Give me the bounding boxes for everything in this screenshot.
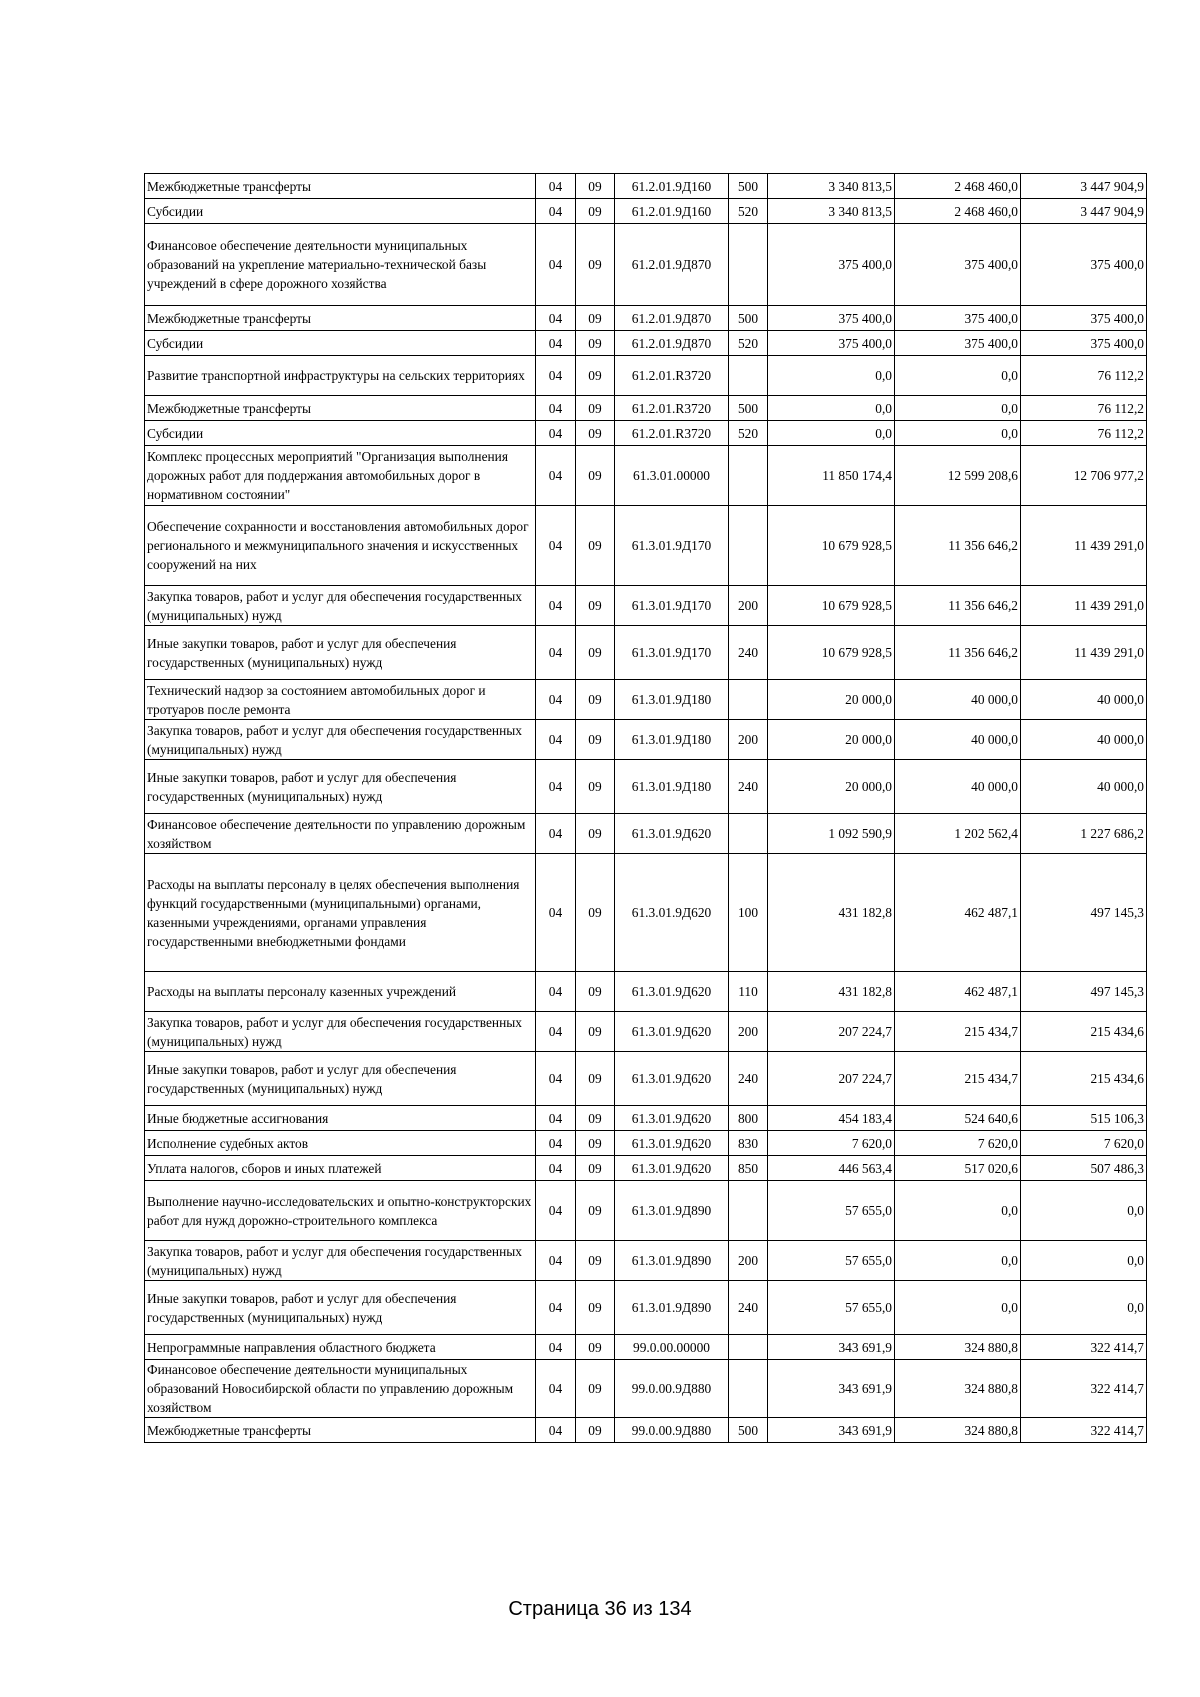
cell-name: Иные закупки товаров, работ и услуг для обеспечения государственных (муниципальных) нужд (145, 1281, 536, 1335)
table-row (145, 306, 1147, 331)
cell-amount-year-2: 462 487,1 (895, 854, 1021, 972)
cell-amount-year-1: 0,0 (768, 396, 895, 421)
table-row (145, 586, 1147, 626)
cell-amount-year-1: 343 691,9 (768, 1360, 895, 1418)
cell-section: 04 (536, 1418, 576, 1443)
cell-section: 04 (536, 306, 576, 331)
page-number: Страница 36 из 134 (508, 1598, 692, 1620)
cell-expense-type (729, 814, 768, 854)
cell-expense-type: 240 (729, 1281, 768, 1335)
cell-name: Межбюджетные трансферты (145, 306, 536, 331)
cell-amount-year-3: 215 434,6 (1021, 1012, 1147, 1052)
cell-amount-year-1: 10 679 928,5 (768, 626, 895, 680)
cell-section: 04 (536, 1241, 576, 1281)
cell-amount-year-2: 0,0 (895, 1181, 1021, 1241)
cell-target-article: 61.3.01.9Д890 (615, 1241, 729, 1281)
cell-target-article: 61.2.01.9Д160 (615, 199, 729, 224)
cell-section: 04 (536, 331, 576, 356)
cell-amount-year-3: 40 000,0 (1021, 760, 1147, 814)
cell-subsection: 09 (576, 760, 615, 814)
cell-expense-type (729, 1360, 768, 1418)
cell-section: 04 (536, 1156, 576, 1181)
cell-amount-year-3: 11 439 291,0 (1021, 626, 1147, 680)
cell-amount-year-2: 375 400,0 (895, 224, 1021, 306)
cell-amount-year-3: 507 486,3 (1021, 1156, 1147, 1181)
cell-name: Субсидии (145, 199, 536, 224)
cell-section: 04 (536, 396, 576, 421)
cell-target-article: 61.3.01.9Д180 (615, 760, 729, 814)
cell-name: Непрограммные направления областного бюджета (145, 1335, 536, 1360)
cell-expense-type (729, 680, 768, 720)
cell-amount-year-2: 11 356 646,2 (895, 626, 1021, 680)
cell-expense-type (729, 224, 768, 306)
cell-section: 04 (536, 199, 576, 224)
budget-table (144, 173, 1147, 1443)
cell-amount-year-2: 1 202 562,4 (895, 814, 1021, 854)
cell-amount-year-2: 215 434,7 (895, 1052, 1021, 1106)
cell-amount-year-1: 57 655,0 (768, 1241, 895, 1281)
cell-amount-year-3: 3 447 904,9 (1021, 199, 1147, 224)
cell-amount-year-1: 1 092 590,9 (768, 814, 895, 854)
cell-section: 04 (536, 720, 576, 760)
cell-expense-type: 520 (729, 331, 768, 356)
cell-amount-year-1: 431 182,8 (768, 972, 895, 1012)
cell-amount-year-1: 343 691,9 (768, 1418, 895, 1443)
cell-name: Иные бюджетные ассигнования (145, 1106, 536, 1131)
cell-expense-type (729, 506, 768, 586)
cell-amount-year-3: 0,0 (1021, 1281, 1147, 1335)
cell-subsection: 09 (576, 356, 615, 396)
cell-name: Расходы на выплаты персоналу в целях обеспечения выполнения функций государственными (муниципальными) органами, казенными учреждениями, органами управления государственными внебюджетными фондами (145, 854, 536, 972)
cell-name: Иные закупки товаров, работ и услуг для обеспечения государственных (муниципальных) нужд (145, 626, 536, 680)
table-row (145, 626, 1147, 680)
cell-target-article: 61.3.01.9Д170 (615, 586, 729, 626)
cell-amount-year-2: 40 000,0 (895, 680, 1021, 720)
cell-subsection: 09 (576, 506, 615, 586)
cell-expense-type: 200 (729, 1012, 768, 1052)
cell-section: 04 (536, 680, 576, 720)
cell-name: Комплекс процессных мероприятий "Организация выполнения дорожных работ для поддержания автомобильных дорог в нормативном состоянии" (145, 446, 536, 506)
cell-amount-year-1: 375 400,0 (768, 331, 895, 356)
cell-section: 04 (536, 1181, 576, 1241)
cell-amount-year-2: 0,0 (895, 1241, 1021, 1281)
cell-amount-year-3: 76 112,2 (1021, 356, 1147, 396)
table-row (145, 972, 1147, 1012)
cell-amount-year-3: 40 000,0 (1021, 720, 1147, 760)
cell-amount-year-1: 10 679 928,5 (768, 506, 895, 586)
cell-target-article: 99.0.00.9Д880 (615, 1360, 729, 1418)
cell-expense-type: 500 (729, 396, 768, 421)
cell-target-article: 61.3.01.9Д890 (615, 1181, 729, 1241)
table-row (145, 1052, 1147, 1106)
cell-amount-year-1: 343 691,9 (768, 1335, 895, 1360)
cell-expense-type: 100 (729, 854, 768, 972)
cell-subsection: 09 (576, 854, 615, 972)
cell-expense-type: 200 (729, 586, 768, 626)
cell-section: 04 (536, 506, 576, 586)
cell-amount-year-2: 11 356 646,2 (895, 506, 1021, 586)
cell-target-article: 61.3.01.9Д180 (615, 680, 729, 720)
cell-amount-year-3: 76 112,2 (1021, 396, 1147, 421)
cell-amount-year-2: 375 400,0 (895, 306, 1021, 331)
cell-target-article: 61.2.01.9Д870 (615, 224, 729, 306)
cell-amount-year-1: 57 655,0 (768, 1181, 895, 1241)
cell-subsection: 09 (576, 1241, 615, 1281)
cell-target-article: 61.2.01.9Д870 (615, 306, 729, 331)
cell-name: Финансовое обеспечение деятельности муниципальных образований на укрепление материально-технической базы учреждений в сфере дорожного хозяйства (145, 224, 536, 306)
cell-amount-year-2: 324 880,8 (895, 1418, 1021, 1443)
cell-name: Уплата налогов, сборов и иных платежей (145, 1156, 536, 1181)
cell-target-article: 61.2.01.R3720 (615, 356, 729, 396)
cell-amount-year-2: 12 599 208,6 (895, 446, 1021, 506)
cell-amount-year-1: 3 340 813,5 (768, 199, 895, 224)
cell-name: Расходы на выплаты персоналу казенных учреждений (145, 972, 536, 1012)
cell-amount-year-2: 462 487,1 (895, 972, 1021, 1012)
cell-section: 04 (536, 1052, 576, 1106)
table-row (145, 396, 1147, 421)
cell-name: Финансовое обеспечение деятельности муниципальных образований Новосибирской области по управлению дорожным хозяйством (145, 1360, 536, 1418)
cell-section: 04 (536, 1131, 576, 1156)
cell-name: Закупка товаров, работ и услуг для обеспечения государственных (муниципальных) нужд (145, 1241, 536, 1281)
cell-subsection: 09 (576, 1156, 615, 1181)
cell-amount-year-3: 375 400,0 (1021, 306, 1147, 331)
cell-expense-type: 500 (729, 174, 768, 199)
cell-amount-year-3: 40 000,0 (1021, 680, 1147, 720)
cell-target-article: 99.0.00.00000 (615, 1335, 729, 1360)
cell-expense-type: 200 (729, 720, 768, 760)
cell-amount-year-2: 11 356 646,2 (895, 586, 1021, 626)
table-row (145, 174, 1147, 199)
cell-target-article: 61.3.01.9Д620 (615, 854, 729, 972)
cell-name: Обеспечение сохранности и восстановления автомобильных дорог регионального и межмуниципального значения и искусственных сооружений на них (145, 506, 536, 586)
cell-name: Выполнение научно-исследовательских и опытно-конструкторских работ для нужд дорожно-строительного комплекса (145, 1181, 536, 1241)
cell-amount-year-1: 57 655,0 (768, 1281, 895, 1335)
cell-name: Технический надзор за состоянием автомобильных дорог и тротуаров после ремонта (145, 680, 536, 720)
table-body (145, 174, 1147, 1443)
cell-target-article: 61.3.01.9Д620 (615, 814, 729, 854)
cell-expense-type: 850 (729, 1156, 768, 1181)
cell-target-article: 61.3.01.9Д170 (615, 626, 729, 680)
cell-target-article: 61.3.01.9Д620 (615, 1012, 729, 1052)
cell-amount-year-2: 40 000,0 (895, 760, 1021, 814)
cell-name: Закупка товаров, работ и услуг для обеспечения государственных (муниципальных) нужд (145, 586, 536, 626)
cell-expense-type: 240 (729, 626, 768, 680)
cell-section: 04 (536, 586, 576, 626)
cell-amount-year-1: 431 182,8 (768, 854, 895, 972)
cell-amount-year-3: 497 145,3 (1021, 854, 1147, 972)
cell-amount-year-3: 0,0 (1021, 1181, 1147, 1241)
cell-name: Закупка товаров, работ и услуг для обеспечения государственных (муниципальных) нужд (145, 1012, 536, 1052)
cell-section: 04 (536, 626, 576, 680)
cell-amount-year-1: 10 679 928,5 (768, 586, 895, 626)
cell-subsection: 09 (576, 224, 615, 306)
table-row (145, 421, 1147, 446)
table-row (145, 506, 1147, 586)
cell-amount-year-3: 322 414,7 (1021, 1360, 1147, 1418)
cell-target-article: 61.3.01.9Д890 (615, 1281, 729, 1335)
cell-name: Закупка товаров, работ и услуг для обеспечения государственных (муниципальных) нужд (145, 720, 536, 760)
table-row (145, 1281, 1147, 1335)
cell-amount-year-3: 322 414,7 (1021, 1335, 1147, 1360)
cell-expense-type (729, 1181, 768, 1241)
cell-amount-year-1: 11 850 174,4 (768, 446, 895, 506)
cell-amount-year-3: 375 400,0 (1021, 224, 1147, 306)
cell-subsection: 09 (576, 331, 615, 356)
cell-amount-year-3: 215 434,6 (1021, 1052, 1147, 1106)
cell-amount-year-2: 7 620,0 (895, 1131, 1021, 1156)
cell-amount-year-2: 524 640,6 (895, 1106, 1021, 1131)
cell-amount-year-1: 3 340 813,5 (768, 174, 895, 199)
cell-expense-type: 520 (729, 199, 768, 224)
cell-expense-type: 200 (729, 1241, 768, 1281)
cell-amount-year-3: 7 620,0 (1021, 1131, 1147, 1156)
cell-section: 04 (536, 224, 576, 306)
cell-subsection: 09 (576, 1418, 615, 1443)
cell-name: Субсидии (145, 421, 536, 446)
cell-name: Развитие транспортной инфраструктуры на сельских территориях (145, 356, 536, 396)
cell-section: 04 (536, 1106, 576, 1131)
table-row (145, 199, 1147, 224)
cell-section: 04 (536, 854, 576, 972)
cell-expense-type: 520 (729, 421, 768, 446)
cell-name: Субсидии (145, 331, 536, 356)
cell-target-article: 61.2.01.9Д870 (615, 331, 729, 356)
cell-section: 04 (536, 814, 576, 854)
cell-subsection: 09 (576, 1281, 615, 1335)
cell-expense-type: 240 (729, 1052, 768, 1106)
cell-target-article: 61.2.01.R3720 (615, 396, 729, 421)
cell-amount-year-3: 11 439 291,0 (1021, 586, 1147, 626)
table-row (145, 1156, 1147, 1181)
cell-amount-year-1: 20 000,0 (768, 680, 895, 720)
cell-subsection: 09 (576, 814, 615, 854)
cell-amount-year-3: 76 112,2 (1021, 421, 1147, 446)
cell-amount-year-1: 207 224,7 (768, 1052, 895, 1106)
cell-amount-year-3: 0,0 (1021, 1241, 1147, 1281)
cell-amount-year-1: 20 000,0 (768, 720, 895, 760)
cell-expense-type: 800 (729, 1106, 768, 1131)
cell-amount-year-1: 7 620,0 (768, 1131, 895, 1156)
cell-expense-type: 830 (729, 1131, 768, 1156)
cell-subsection: 09 (576, 421, 615, 446)
table-row (145, 1181, 1147, 1241)
cell-name: Межбюджетные трансферты (145, 1418, 536, 1443)
table-row (145, 680, 1147, 720)
table-row (145, 1241, 1147, 1281)
cell-amount-year-2: 0,0 (895, 396, 1021, 421)
cell-amount-year-2: 2 468 460,0 (895, 174, 1021, 199)
cell-expense-type: 500 (729, 1418, 768, 1443)
cell-section: 04 (536, 421, 576, 446)
cell-amount-year-3: 322 414,7 (1021, 1418, 1147, 1443)
cell-section: 04 (536, 1335, 576, 1360)
cell-amount-year-3: 515 106,3 (1021, 1106, 1147, 1131)
cell-subsection: 09 (576, 972, 615, 1012)
table-row (145, 760, 1147, 814)
cell-section: 04 (536, 356, 576, 396)
cell-subsection: 09 (576, 1012, 615, 1052)
cell-amount-year-1: 0,0 (768, 356, 895, 396)
table-row (145, 224, 1147, 306)
table-row (145, 1360, 1147, 1418)
cell-amount-year-1: 446 563,4 (768, 1156, 895, 1181)
cell-amount-year-3: 1 227 686,2 (1021, 814, 1147, 854)
cell-target-article: 99.0.00.9Д880 (615, 1418, 729, 1443)
cell-amount-year-2: 2 468 460,0 (895, 199, 1021, 224)
cell-amount-year-2: 40 000,0 (895, 720, 1021, 760)
cell-name: Межбюджетные трансферты (145, 174, 536, 199)
cell-subsection: 09 (576, 1052, 615, 1106)
cell-amount-year-2: 324 880,8 (895, 1360, 1021, 1418)
cell-subsection: 09 (576, 680, 615, 720)
cell-section: 04 (536, 760, 576, 814)
cell-expense-type: 500 (729, 306, 768, 331)
cell-subsection: 09 (576, 1106, 615, 1131)
cell-target-article: 61.3.01.9Д620 (615, 1156, 729, 1181)
cell-target-article: 61.3.01.00000 (615, 446, 729, 506)
table-row (145, 814, 1147, 854)
cell-subsection: 09 (576, 1335, 615, 1360)
cell-section: 04 (536, 972, 576, 1012)
cell-amount-year-3: 12 706 977,2 (1021, 446, 1147, 506)
cell-section: 04 (536, 1360, 576, 1418)
cell-expense-type (729, 1335, 768, 1360)
cell-name: Иные закупки товаров, работ и услуг для обеспечения государственных (муниципальных) нужд (145, 760, 536, 814)
cell-section: 04 (536, 1012, 576, 1052)
cell-subsection: 09 (576, 174, 615, 199)
table-row (145, 854, 1147, 972)
cell-subsection: 09 (576, 720, 615, 760)
cell-amount-year-1: 0,0 (768, 421, 895, 446)
cell-amount-year-1: 207 224,7 (768, 1012, 895, 1052)
cell-target-article: 61.3.01.9Д170 (615, 506, 729, 586)
cell-amount-year-2: 324 880,8 (895, 1335, 1021, 1360)
cell-subsection: 09 (576, 586, 615, 626)
cell-subsection: 09 (576, 1131, 615, 1156)
cell-amount-year-3: 11 439 291,0 (1021, 506, 1147, 586)
cell-amount-year-2: 0,0 (895, 1281, 1021, 1335)
cell-expense-type (729, 446, 768, 506)
cell-amount-year-2: 215 434,7 (895, 1012, 1021, 1052)
cell-section: 04 (536, 446, 576, 506)
table-row (145, 1418, 1147, 1443)
cell-amount-year-2: 517 020,6 (895, 1156, 1021, 1181)
cell-expense-type: 110 (729, 972, 768, 1012)
table-row (145, 1335, 1147, 1360)
cell-amount-year-3: 497 145,3 (1021, 972, 1147, 1012)
cell-amount-year-2: 0,0 (895, 356, 1021, 396)
cell-target-article: 61.3.01.9Д620 (615, 972, 729, 1012)
cell-name: Исполнение судебных актов (145, 1131, 536, 1156)
cell-name: Межбюджетные трансферты (145, 396, 536, 421)
cell-subsection: 09 (576, 626, 615, 680)
cell-name: Финансовое обеспечение деятельности по управлению дорожным хозяйством (145, 814, 536, 854)
cell-subsection: 09 (576, 199, 615, 224)
cell-subsection: 09 (576, 1360, 615, 1418)
cell-subsection: 09 (576, 446, 615, 506)
cell-amount-year-1: 375 400,0 (768, 224, 895, 306)
cell-amount-year-1: 454 183,4 (768, 1106, 895, 1131)
cell-name: Иные закупки товаров, работ и услуг для обеспечения государственных (муниципальных) нужд (145, 1052, 536, 1106)
table-row (145, 1106, 1147, 1131)
cell-expense-type: 240 (729, 760, 768, 814)
table-row (145, 1012, 1147, 1052)
cell-subsection: 09 (576, 1181, 615, 1241)
table-row (145, 720, 1147, 760)
cell-expense-type (729, 356, 768, 396)
table-row (145, 446, 1147, 506)
cell-amount-year-2: 375 400,0 (895, 331, 1021, 356)
cell-subsection: 09 (576, 396, 615, 421)
cell-amount-year-1: 375 400,0 (768, 306, 895, 331)
cell-target-article: 61.3.01.9Д620 (615, 1052, 729, 1106)
cell-target-article: 61.3.01.9Д620 (615, 1106, 729, 1131)
table-row (145, 356, 1147, 396)
cell-target-article: 61.2.01.9Д160 (615, 174, 729, 199)
cell-section: 04 (536, 1281, 576, 1335)
cell-section: 04 (536, 174, 576, 199)
table-row (145, 1131, 1147, 1156)
cell-target-article: 61.3.01.9Д180 (615, 720, 729, 760)
cell-amount-year-2: 0,0 (895, 421, 1021, 446)
cell-target-article: 61.3.01.9Д620 (615, 1131, 729, 1156)
table-row (145, 331, 1147, 356)
cell-subsection: 09 (576, 306, 615, 331)
cell-amount-year-1: 20 000,0 (768, 760, 895, 814)
cell-target-article: 61.2.01.R3720 (615, 421, 729, 446)
cell-amount-year-3: 3 447 904,9 (1021, 174, 1147, 199)
cell-amount-year-3: 375 400,0 (1021, 331, 1147, 356)
